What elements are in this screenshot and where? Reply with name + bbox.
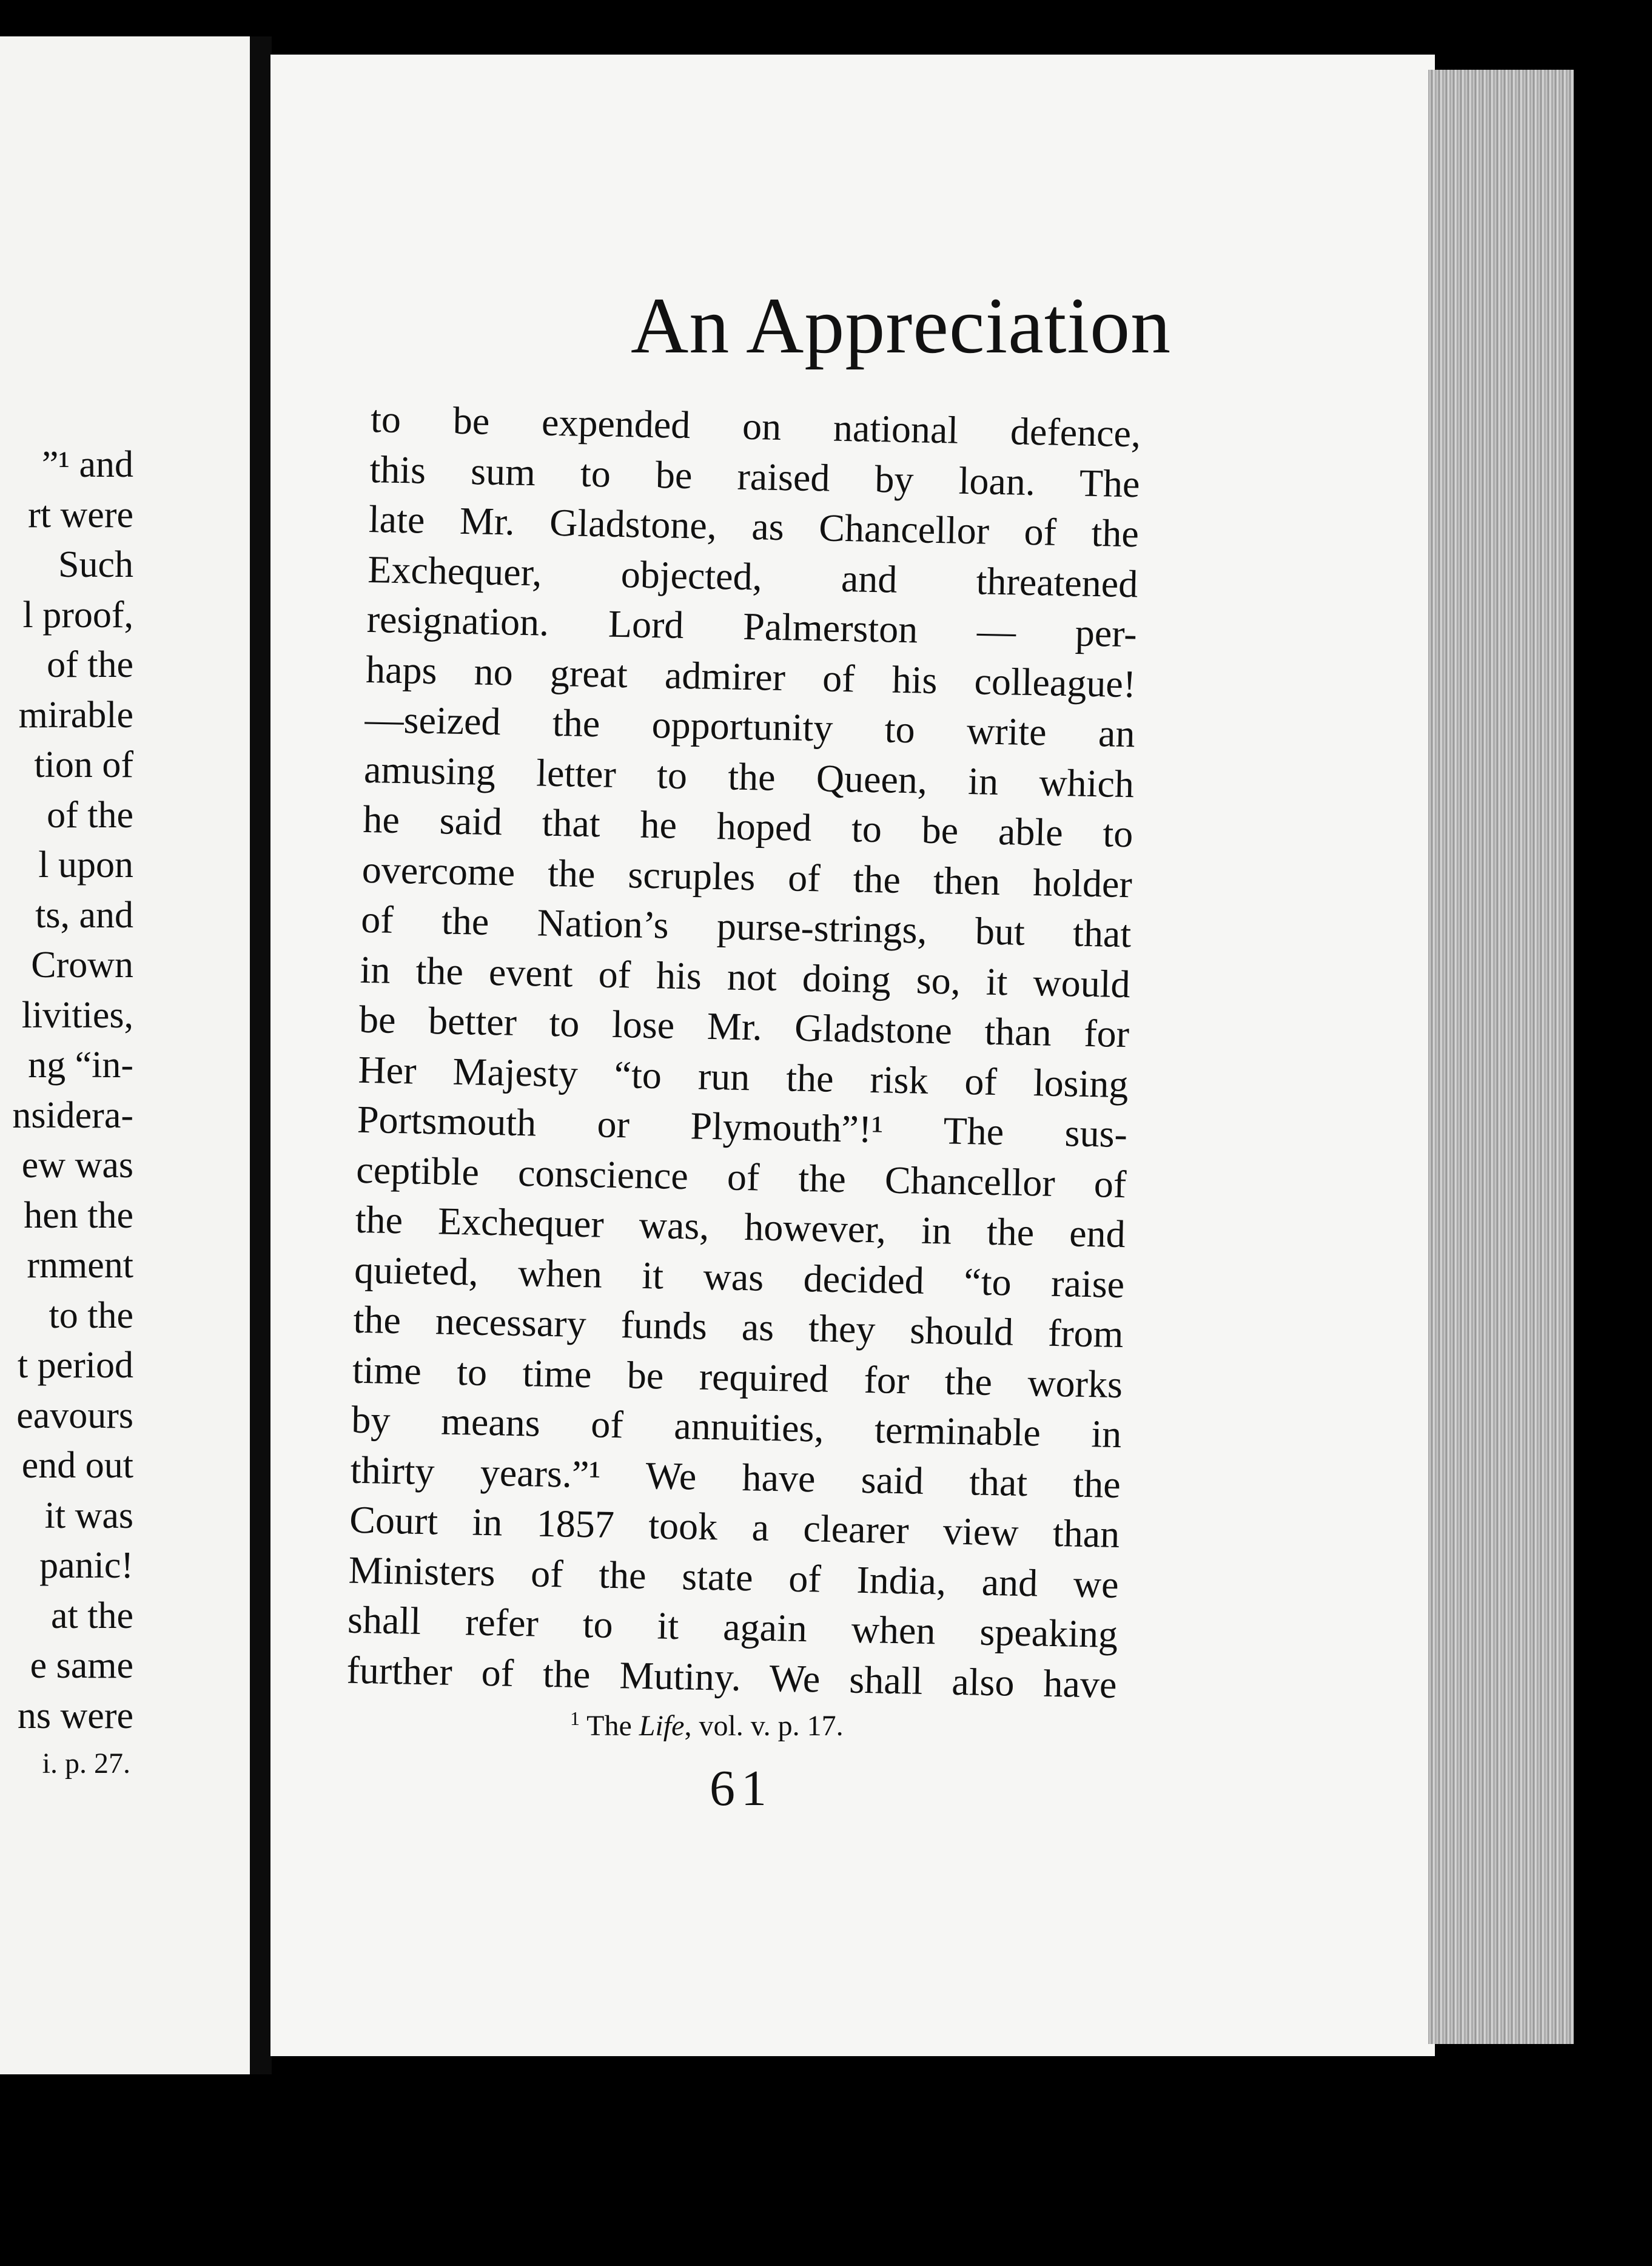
- body-line: Portsmouth or Plymouth”!¹ The sus-: [357, 1097, 1128, 1156]
- left-line: to the: [49, 1294, 133, 1336]
- body-line: this sum to be raised by loan. The: [369, 447, 1141, 505]
- left-line: ns were: [17, 1695, 133, 1736]
- left-line: ts, and: [35, 894, 133, 936]
- page-edges: [1428, 70, 1574, 2044]
- body-line: quieted, when it was decided “to raise: [354, 1248, 1125, 1306]
- body-line: Ministers of the state of India, and we: [348, 1548, 1120, 1606]
- footnote-mark: 1: [570, 1707, 580, 1729]
- left-line: l upon: [38, 844, 133, 886]
- body-line: the Exchequer was, however, in the end: [355, 1197, 1126, 1256]
- left-line: at the: [51, 1595, 133, 1636]
- body-line: of the Nation’s purse-strings, but that: [360, 897, 1132, 956]
- left-line: ng “in-: [28, 1044, 133, 1086]
- body-line: Exchequer, objected, and threatened: [367, 547, 1138, 605]
- body-line: by means of annuities, terminable in: [351, 1397, 1122, 1456]
- left-line: nsidera-: [12, 1094, 133, 1136]
- left-line: panic!: [39, 1545, 133, 1586]
- body-line: to be expended on national defence,: [370, 397, 1141, 456]
- left-line: hen the: [24, 1194, 133, 1236]
- body-line: shall refer to it again when speaking: [347, 1598, 1118, 1656]
- body-line: thirty years.”¹ We have said that the: [350, 1448, 1121, 1506]
- body-line: resignation. Lord Palmerston — per-: [366, 597, 1138, 656]
- left-line: l proof,: [22, 594, 133, 636]
- left-line: rnment: [27, 1245, 133, 1286]
- left-line: livities,: [21, 994, 133, 1036]
- body-line: Her Majesty “to run the risk of losing: [357, 1047, 1129, 1106]
- left-line: rt were: [28, 494, 133, 536]
- left-line: ”¹ and: [41, 444, 133, 485]
- footnote: [570, 1707, 995, 1743]
- left-line: of the: [47, 794, 133, 836]
- left-line: tion of: [34, 744, 133, 785]
- footnote-title: Life: [639, 1710, 685, 1742]
- left-page-text: [0, 440, 133, 1741]
- running-head: An Appreciation: [631, 281, 1172, 370]
- body-line: ceptible conscience of the Chancellor of: [355, 1148, 1127, 1206]
- body-line: —seized the opportunity to write an: [364, 697, 1136, 756]
- body-line: late Mr. Gladstone, as Chancellor of the: [368, 497, 1140, 556]
- left-line: t period: [17, 1345, 133, 1386]
- body-line: overcome the scruples of the then holder: [361, 847, 1133, 906]
- body-line: in the event of his not doing so, it would: [360, 947, 1131, 1006]
- body-line: further of the Mutiny. We shall also have: [346, 1648, 1118, 1706]
- book-gutter: [250, 36, 272, 2074]
- left-line: Such: [58, 544, 133, 585]
- left-line: it was: [44, 1494, 133, 1536]
- body-line: he said that he hoped to be able to: [362, 797, 1133, 856]
- footnote-suffix: , vol. v. p. 17.: [684, 1710, 844, 1742]
- body-line: the necessary funds as they should from: [353, 1297, 1124, 1356]
- left-page: [0, 36, 255, 2074]
- body-line: time to time be required for the works: [352, 1348, 1123, 1406]
- body-text: [346, 394, 1141, 1710]
- body-line: haps no great admirer of his colleague!: [365, 647, 1137, 705]
- body-line: amusing letter to the Queen, in which: [363, 747, 1135, 805]
- left-line: of the: [47, 644, 133, 685]
- body-line: be better to lose Mr. Gladstone than for: [358, 997, 1130, 1056]
- footnote-prefix: The: [586, 1710, 632, 1742]
- left-line: e same: [30, 1645, 133, 1686]
- left-line: ew was: [21, 1145, 133, 1186]
- page-number: 61: [710, 1760, 773, 1817]
- left-line: Crown: [31, 944, 133, 986]
- left-line: eavours: [16, 1394, 133, 1436]
- body-line: Court in 1857 took a clearer view than: [349, 1498, 1120, 1556]
- left-line: mirable: [18, 694, 133, 736]
- left-line: end out: [21, 1445, 133, 1486]
- left-page-footnote: i. p. 27.: [42, 1747, 130, 1780]
